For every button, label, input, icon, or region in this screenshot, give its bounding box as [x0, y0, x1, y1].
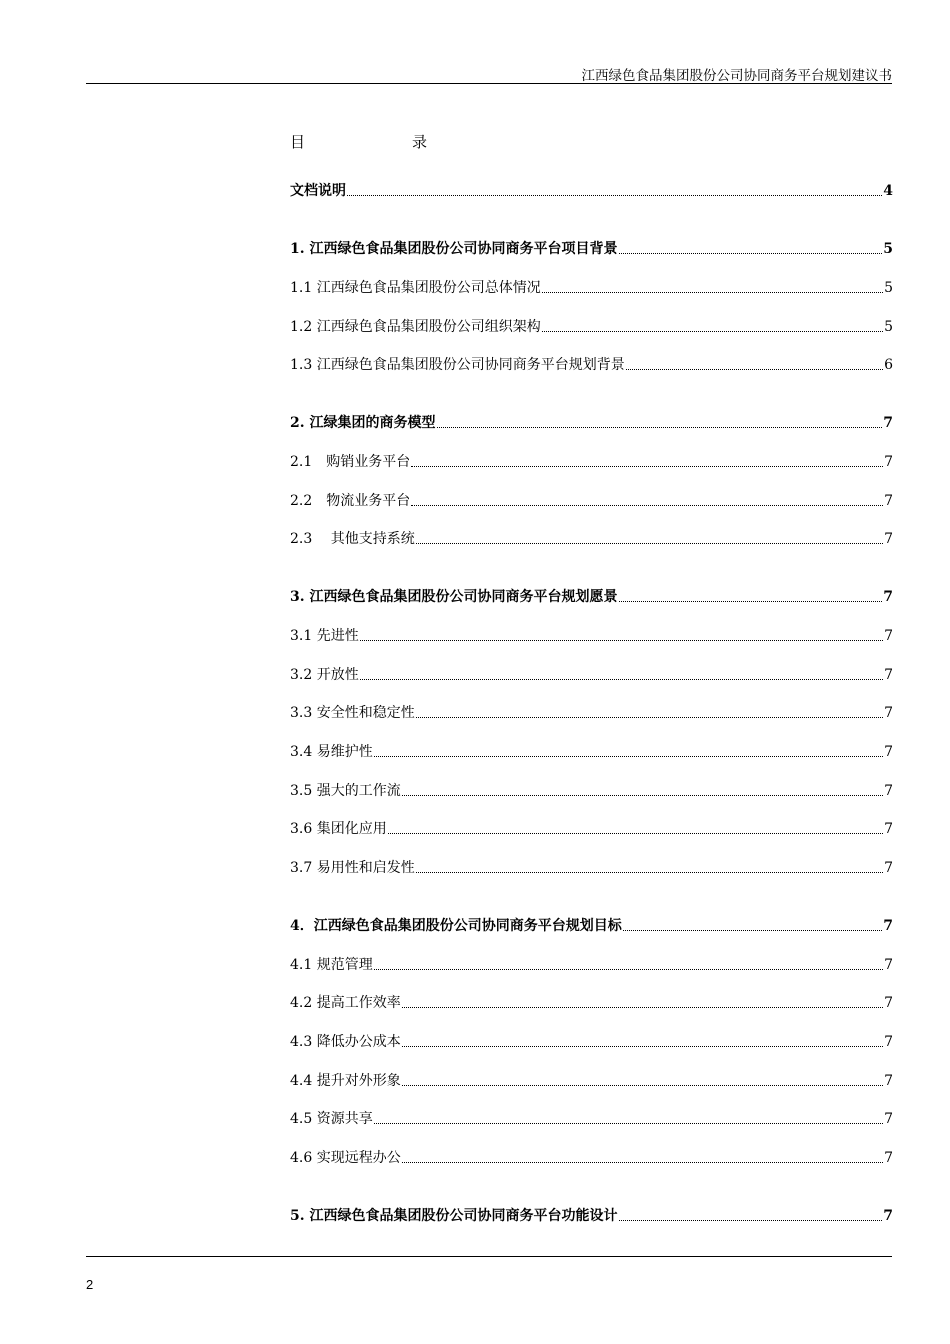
- toc-entry-label: 2.2 物流业务平台: [290, 493, 411, 509]
- toc-entry-page: 7: [884, 705, 893, 721]
- toc-leader-dots: [360, 679, 883, 680]
- toc-leader-dots: [416, 543, 883, 544]
- toc-leader-dots: [374, 1123, 883, 1124]
- toc-heading-second: 录: [412, 133, 428, 151]
- toc-leader-dots: [402, 1085, 883, 1086]
- toc-entry[interactable]: [290, 778, 893, 800]
- toc-entry-page: 7: [884, 1073, 893, 1089]
- toc-entry-label: 3.3 安全性和稳定性: [290, 705, 415, 721]
- toc-entry-label: 4.5 资源共享: [290, 1111, 373, 1127]
- toc-leader-dots: [402, 795, 883, 796]
- toc-entry[interactable]: [290, 410, 893, 432]
- toc-entry-page: 7: [884, 744, 893, 760]
- toc-entry-page: 7: [884, 1150, 893, 1166]
- toc-entry-page: 5: [883, 241, 893, 257]
- toc-entry-label: 3.7 易用性和启发性: [290, 860, 415, 876]
- toc-entry-page: 7: [884, 957, 893, 973]
- toc-entry-label: 4.2 提高工作效率: [290, 995, 401, 1011]
- toc-entry[interactable]: [290, 178, 893, 200]
- page-number: 2: [86, 1277, 94, 1292]
- toc-entry[interactable]: [290, 352, 893, 374]
- toc-leader-dots: [360, 640, 883, 641]
- toc-leader-dots: [402, 1007, 883, 1008]
- toc-entry[interactable]: [290, 1106, 893, 1128]
- toc-entry-label: 3.5 强大的工作流: [290, 783, 401, 799]
- toc-entry-page: 7: [884, 628, 893, 644]
- toc-entry-label: 5. 江西绿色食品集团股份公司协同商务平台功能设计: [290, 1208, 618, 1224]
- toc-entry[interactable]: [290, 275, 893, 297]
- toc-entry[interactable]: [290, 990, 893, 1012]
- toc-entry-page: 4: [883, 183, 893, 199]
- toc-leader-dots: [623, 930, 883, 931]
- toc-entry-page: 7: [883, 415, 893, 431]
- toc-entry-page: 5: [884, 319, 893, 335]
- toc-entry-label: 4.3 降低办公成本: [290, 1034, 401, 1050]
- toc-heading-first: 目: [290, 133, 306, 151]
- toc-entry-label: 3. 江西绿色食品集团股份公司协同商务平台规划愿景: [290, 589, 618, 605]
- toc-entry-page: 7: [884, 995, 893, 1011]
- toc-leader-dots: [411, 505, 883, 506]
- toc-entry-label: 3.2 开放性: [290, 667, 359, 683]
- toc-entry[interactable]: [290, 584, 893, 606]
- toc-entry-page: 7: [884, 667, 893, 683]
- toc-entry-label: 4．江西绿色食品集团股份公司协同商务平台规划目标: [290, 918, 622, 934]
- toc-entry[interactable]: [290, 739, 893, 761]
- toc-entry-label: 2.1 购销业务平台: [290, 454, 411, 470]
- toc-entry[interactable]: [290, 1145, 893, 1167]
- toc-leader-dots: [388, 833, 883, 834]
- toc-entry[interactable]: [290, 623, 893, 645]
- toc-leader-dots: [347, 195, 882, 196]
- toc-leader-dots: [619, 253, 883, 254]
- toc-entry-page: 7: [884, 531, 893, 547]
- toc-entry-label: 文档说明: [290, 183, 346, 199]
- toc-leader-dots: [619, 601, 883, 602]
- toc-entry[interactable]: [290, 952, 893, 974]
- toc-entry-page: 7: [884, 493, 893, 509]
- toc-entry-page: 7: [884, 783, 893, 799]
- toc-leader-dots: [416, 872, 883, 873]
- toc-heading: [290, 131, 428, 152]
- toc-leader-dots: [402, 1046, 883, 1047]
- toc-leader-dots: [416, 717, 883, 718]
- toc-entry-label: 4.4 提升对外形象: [290, 1073, 401, 1089]
- toc-entry-page: 7: [884, 860, 893, 876]
- toc-entry-label: 3.1 先进性: [290, 628, 359, 644]
- toc-leader-dots: [626, 369, 883, 370]
- toc-leader-dots: [437, 427, 883, 428]
- toc-entry-page: 7: [883, 589, 893, 605]
- toc-entry-label: 2. 江绿集团的商务模型: [290, 415, 436, 431]
- toc-leader-dots: [374, 969, 883, 970]
- toc-entry-label: 4.1 规范管理: [290, 957, 373, 973]
- toc-entry-label: 2.3 其他支持系统: [290, 531, 415, 547]
- toc-entry-page: 7: [883, 918, 893, 934]
- toc-entry[interactable]: [290, 1029, 893, 1051]
- toc-entry-label: 1.1 江西绿色食品集团股份公司总体情况: [290, 280, 541, 296]
- toc-entry-label: 1. 江西绿色食品集团股份公司协同商务平台项目背景: [290, 241, 618, 257]
- toc-entry[interactable]: [290, 1203, 893, 1225]
- toc-entry[interactable]: [290, 449, 893, 471]
- toc-leader-dots: [411, 466, 883, 467]
- toc-entry[interactable]: [290, 314, 893, 336]
- toc-entry-label: 3.6 集团化应用: [290, 821, 387, 837]
- footer-rule: [86, 1256, 892, 1257]
- header-title: 江西绿色食品集团股份公司协同商务平台规划建议书: [581, 68, 892, 84]
- toc-entry[interactable]: [290, 236, 893, 258]
- toc-entry[interactable]: [290, 816, 893, 838]
- toc-entry-page: 7: [884, 1111, 893, 1127]
- toc-entry-label: 3.4 易维护性: [290, 744, 373, 760]
- header-rule: [86, 83, 892, 84]
- toc-leader-dots: [542, 331, 883, 332]
- toc-entry[interactable]: [290, 488, 893, 510]
- toc-entry-label: 1.3 江西绿色食品集团股份公司协同商务平台规划背景: [290, 357, 625, 373]
- toc-entry-page: 7: [884, 1034, 893, 1050]
- toc-entry[interactable]: [290, 1068, 893, 1090]
- toc-entry-label: 4.6 实现远程办公: [290, 1150, 401, 1166]
- toc-entry[interactable]: [290, 662, 893, 684]
- toc-entry[interactable]: [290, 855, 893, 877]
- toc-leader-dots: [542, 292, 883, 293]
- toc-entry[interactable]: [290, 700, 893, 722]
- toc-entry[interactable]: [290, 526, 893, 548]
- toc-entry-page: 7: [884, 821, 893, 837]
- toc-entry-page: 6: [884, 357, 893, 373]
- toc-leader-dots: [374, 756, 883, 757]
- toc-entry-page: 7: [884, 454, 893, 470]
- toc-entry[interactable]: [290, 913, 893, 935]
- toc-entry-label: 1.2 江西绿色食品集团股份公司组织架构: [290, 319, 541, 335]
- toc-leader-dots: [619, 1220, 883, 1221]
- toc-leader-dots: [402, 1162, 883, 1163]
- toc-entry-page: 5: [884, 280, 893, 296]
- toc-entry-page: 7: [883, 1208, 893, 1224]
